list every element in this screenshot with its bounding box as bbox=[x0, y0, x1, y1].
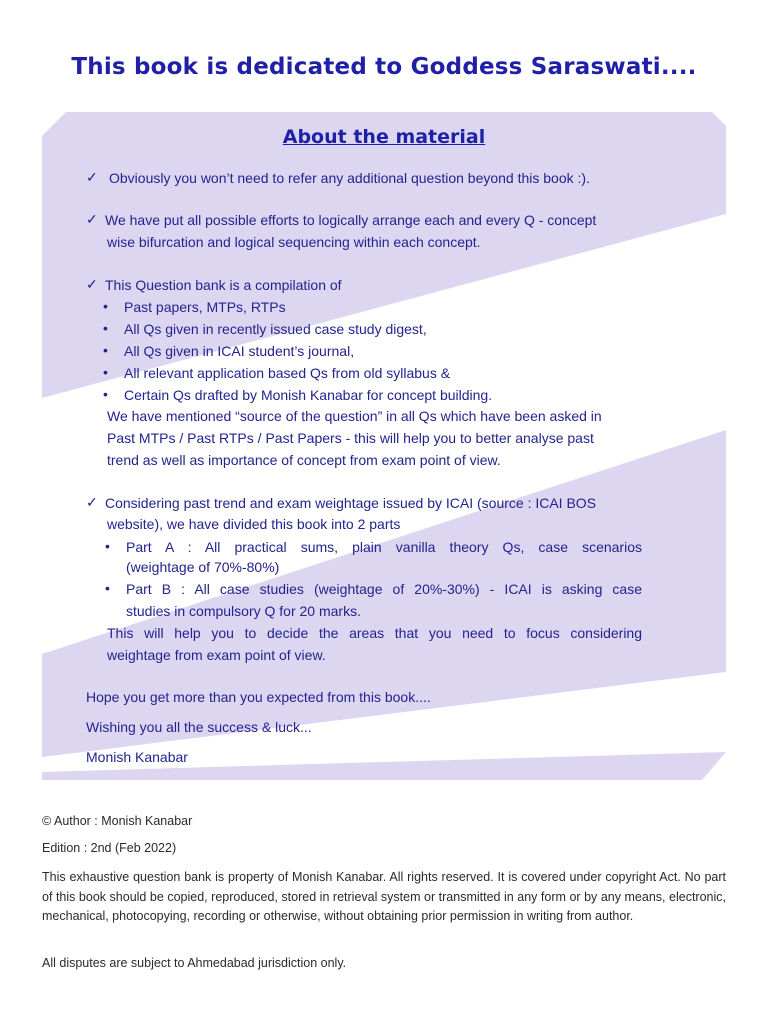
footer-author: © Author : Monish Kanabar bbox=[42, 814, 193, 828]
bullet-icon: • bbox=[103, 386, 108, 402]
bullet-icon: • bbox=[103, 364, 108, 380]
point-2-line-2: wise bifurcation and logical sequencing within each concept. bbox=[107, 234, 481, 250]
point-3-intro: This Question bank is a compilation of bbox=[105, 277, 342, 293]
point-3-note-line-2: Past MTPs / Past RTPs / Past Papers - this will help you to better analyse past bbox=[107, 430, 594, 446]
bullet-icon: • bbox=[103, 342, 108, 358]
part-a-line-1: Part A : All practical sums, plain vanilla theory Qs, case scenarios bbox=[126, 539, 642, 555]
dedication-heading: This book is dedicated to Goddess Saraswati.... bbox=[71, 54, 697, 80]
checkmark-icon: ✓ bbox=[86, 211, 98, 227]
list-item: Past papers, MTPs, RTPs bbox=[124, 299, 286, 315]
about-title: About the material bbox=[282, 126, 486, 148]
part-b-line-2: studies in compulsory Q for 20 marks. bbox=[126, 603, 361, 619]
point-4-line-1: Considering past trend and exam weightage issued by ICAI (source : ICAI BOS bbox=[105, 495, 597, 511]
checkmark-icon: ✓ bbox=[86, 276, 98, 292]
point-4-note-line-2: weightage from exam point of view. bbox=[107, 647, 326, 663]
part-a-line-2: (weightage of 70%-80%) bbox=[126, 559, 280, 575]
bullet-icon: • bbox=[103, 320, 108, 336]
point-2-line-1: We have put all possible efforts to logically arrange each and every Q - concept bbox=[105, 212, 597, 228]
point-4-line-2: website), we have divided this book into 2 parts bbox=[107, 516, 401, 532]
bullet-icon: • bbox=[105, 580, 110, 596]
part-b-line-1: Part B : All case studies (weightage of 20%-30%) - ICAI is asking case bbox=[126, 581, 642, 597]
point-1-text: Obviously you won’t need to refer any additional question beyond this book :). bbox=[109, 170, 590, 186]
point-3-note-line-1: We have mentioned “source of the question” in all Qs which have been asked in bbox=[107, 408, 602, 424]
footer-copyright: This exhaustive question bank is property of Monish Kanabar. All rights reserved. It is covered under copyright Act. No part of this book should be copied, reproduced, stored in retrieval system or transmitted in any form or by any means, electronic, mechanical, photocopying, recording or otherwise, without obtaining prior permission in writing from author. bbox=[42, 870, 726, 923]
list-item: All Qs given in ICAI student’s journal, bbox=[124, 343, 355, 359]
bullet-icon: • bbox=[103, 298, 108, 314]
point-3-note-line-3: trend as well as importance of concept from exam point of view. bbox=[107, 452, 501, 468]
about-the-material bbox=[42, 112, 726, 780]
footer-jurisdiction: All disputes are subject to Ahmedabad jurisdiction only. bbox=[42, 956, 347, 970]
signature: Monish Kanabar bbox=[86, 749, 188, 765]
footer-edition: Edition : 2nd (Feb 2022) bbox=[42, 841, 177, 855]
checkmark-icon: ✓ bbox=[86, 169, 98, 185]
checkmark-icon: ✓ bbox=[86, 494, 98, 510]
list-item: All relevant application based Qs from old syllabus & bbox=[124, 365, 451, 381]
closing-line-2: Wishing you all the success & luck... bbox=[86, 719, 312, 735]
closing-line-1: Hope you get more than you expected from this book.... bbox=[86, 689, 431, 705]
bullet-icon: • bbox=[105, 538, 110, 554]
list-item: Certain Qs drafted by Monish Kanabar for concept building. bbox=[124, 387, 493, 403]
point-4-note-line-1: This will help you to decide the areas that you need to focus considering bbox=[107, 625, 642, 641]
list-item: All Qs given in recently issued case study digest, bbox=[124, 321, 427, 337]
